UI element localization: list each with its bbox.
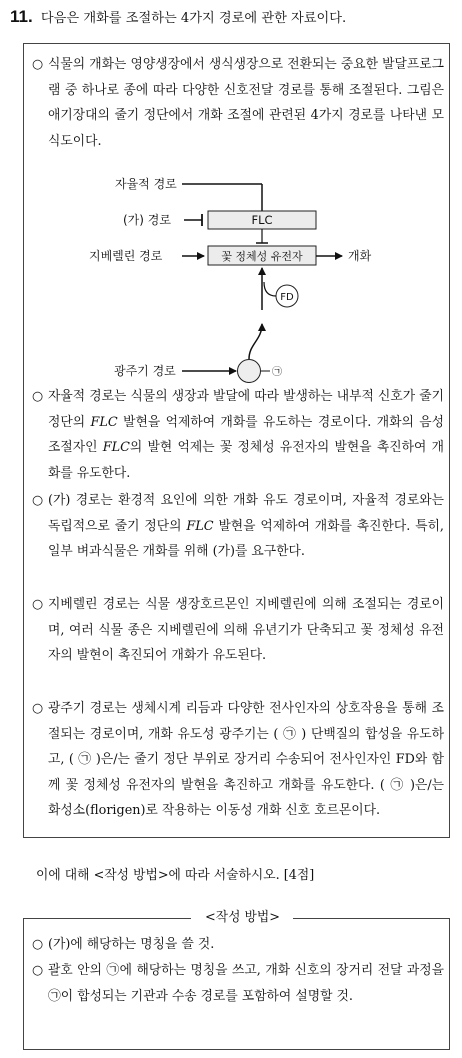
gibberellin-pathway-label: 지베렐린 경로 [89, 249, 163, 263]
paragraph-text: (가) 경로는 환경적 요인에 의한 개화 유도 경로이며, 자율적 경로와는 독립적으로 줄기 정단의 FLC 발현을 억제하여 개화를 촉진한다. 특히, 일부 벼과식물은 개화를 위해 (가)를 요구한다. [48, 493, 445, 560]
writing-method-box [23, 910, 450, 1050]
question-intro: 다음은 개화를 조절하는 4가지 경로에 관한 자료이다. [40, 11, 347, 26]
autonomous-pathway-label: 자율적 경로 [115, 177, 177, 191]
bullet: ○ [32, 57, 44, 72]
paragraph-photoperiod [32, 696, 444, 824]
paragraph-overview [32, 52, 444, 154]
bullet: ○ [32, 493, 44, 508]
paragraph-text: 식물의 개화는 영양생장에서 생식생장으로 전환되는 중요한 발달프로그램 중 하나로 종에 따라 다양한 신호전달 경로를 통해 조절된다. 그림은 애기장대의 줄기 정단에서 개화 조절에 관련된 4가지 경로를 나타낸 모식도이다. [48, 57, 444, 149]
signal-mark-label: ㉠ [272, 367, 282, 378]
paragraph-text: 지베렐린 경로는 식물 생장호르몬인 지베렐린에 의해 조절되는 경로이며, 여러 식물 종은 지베렐린에 의해 유년기가 단축되고 꽃 정체성 유전자의 발현이 촉진되어 개화가 유도된다. [48, 597, 444, 664]
method-item-1 [32, 932, 444, 958]
bullet: ○ [32, 597, 44, 612]
fd-join-arc [264, 282, 276, 296]
instruction-text: 이에 대해 <작성 방법>에 따라 서술하시오. [4점] [36, 868, 315, 883]
bullet: ○ [32, 963, 44, 978]
long-distance-transport-arrow [249, 324, 262, 359]
ga-pathway-label: (가) 경로 [123, 213, 171, 227]
method-item-2 [32, 958, 444, 1009]
flower-identity-gene-label: 꽃 정체성 유전자 [221, 250, 303, 263]
method-item-text: 괄호 안의 ㉠에 해당하는 명칭을 쓰고, 개화 신호의 장거리 전달 과정을 ㉠이 합성되는 기관과 수송 경로를 포함하여 설명할 것. [48, 963, 444, 1004]
paragraph-autonomous [32, 384, 444, 486]
method-title: <작성 방법> [192, 908, 293, 928]
method-item-text: (가)에 해당하는 명칭을 쓸 것. [48, 937, 215, 952]
paragraph-text: 자율적 경로는 식물의 생장과 발달에 따라 발생하는 내부적 신호가 줄기 정단의 FLC 발현을 억제하여 개화를 유도하는 경로이다. 개화의 음성조절자인 FLC의 발현 억제는 꽃 정체성 유전자의 발현을 촉진하여 개화를 유도한다. [48, 389, 444, 481]
paragraph-text: 광주기 경로는 생체시계 리듬과 다양한 전사인자의 상호작용을 통해 조절되는 경로이며, 개화 유도성 광주기는 ( ㉠ ) 단백질의 합성을 유도하고, ( ㉠ )은/는 줄기 정단 부위로 장거리 수송되어 전사인자인 FD와 함께 꽃 정체성 유전자의 발현을 촉진하고 개화를 유도한다. ( ㉠ )은/는 화성소(florigen)로 작용하는 이동성 개화 신호 호르몬이다. [48, 701, 444, 819]
bullet: ○ [32, 389, 44, 404]
data-box [23, 43, 450, 838]
question-header [10, 6, 455, 30]
pathway-diagram [24, 172, 449, 399]
question-number: 11. [10, 7, 33, 26]
paragraph-ga-pathway [32, 488, 444, 565]
fd-label: FD [280, 292, 294, 303]
flowering-label: 개화 [348, 249, 372, 263]
signal-circle [238, 360, 261, 383]
paragraph-gibberellin [32, 592, 444, 669]
photoperiod-pathway-label: 광주기 경로 [114, 364, 176, 378]
flc-label: FLC [251, 213, 273, 227]
bullet: ○ [32, 937, 44, 952]
bullet: ○ [32, 701, 44, 716]
